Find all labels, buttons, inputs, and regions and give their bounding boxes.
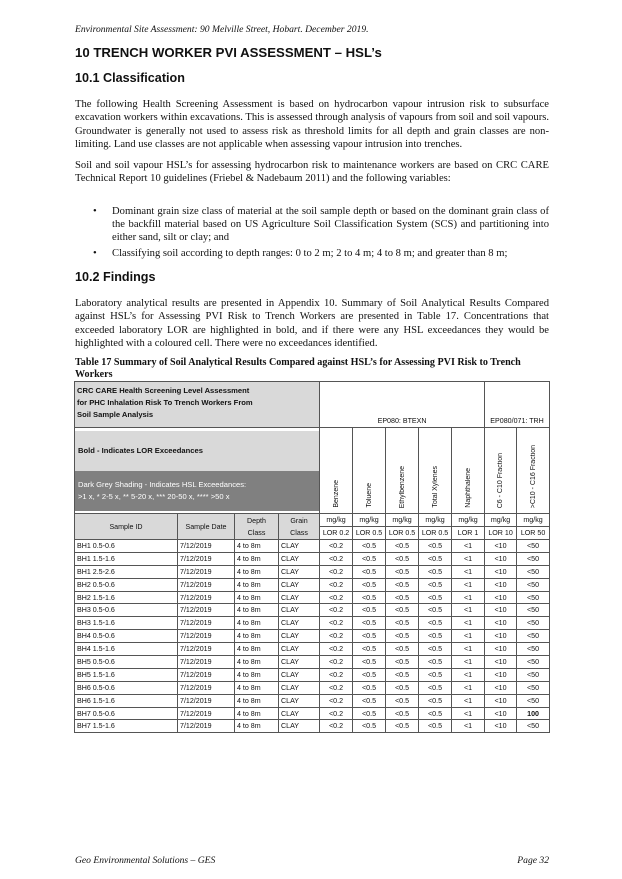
result-cell: <10 (485, 604, 517, 617)
depth-class-cell: 4 to 8m (235, 540, 279, 553)
lor-cell: LOR 10 (485, 527, 517, 540)
lor-cell: LOR 0.5 (386, 527, 419, 540)
result-cell: <50 (517, 656, 550, 669)
result-cell: <50 (517, 668, 550, 681)
analyte-label: >C10 - C16 Fraction (529, 444, 537, 508)
result-cell: <0.2 (320, 694, 353, 707)
result-cell: <1 (452, 681, 485, 694)
result-cell: <0.5 (386, 694, 419, 707)
result-cell: <0.5 (353, 565, 386, 578)
sample-id-cell: BH4 1.5-1.6 (75, 643, 178, 656)
sample-id-cell: BH7 1.5-1.6 (75, 720, 178, 733)
result-cell: <50 (517, 578, 550, 591)
bullet-text: Dominant grain size class of material at the soil sample depth or based on the dominant grain class of the backfill material based on US Agriculture Soil Classification System (SCS) and partitioning into either sand, silt or clay; and (112, 206, 549, 244)
result-cell: <0.5 (419, 707, 452, 720)
hsl-results-table (74, 381, 550, 733)
grain-class-cell: CLAY (279, 668, 320, 681)
sample-date-cell: 7/12/2019 (178, 707, 235, 720)
result-cell: <10 (485, 681, 517, 694)
sample-id-header: Sample ID (75, 514, 178, 540)
section-title: 10 TRENCH WORKER PVI ASSESSMENT – HSL’s (75, 45, 382, 60)
result-cell: <50 (517, 617, 550, 630)
result-cell: <0.5 (419, 720, 452, 733)
findings-text (75, 297, 549, 358)
result-cell: <1 (452, 668, 485, 681)
sample-date-cell: 7/12/2019 (178, 720, 235, 733)
depth-class-header-line: Class (247, 528, 266, 537)
sample-date-cell: 7/12/2019 (178, 591, 235, 604)
result-cell: <0.5 (419, 643, 452, 656)
table-title-row (75, 382, 550, 428)
grain-class-header (279, 514, 320, 540)
result-cell: <0.5 (386, 591, 419, 604)
grain-class-cell: CLAY (279, 540, 320, 553)
depth-class-cell: 4 to 8m (235, 617, 279, 630)
unit-cell: mg/kg (353, 514, 386, 527)
grain-class-cell: CLAY (279, 681, 320, 694)
bullet-item (93, 247, 549, 260)
grain-class-cell: CLAY (279, 617, 320, 630)
table-row (75, 643, 550, 656)
result-cell: <0.5 (353, 720, 386, 733)
result-cell: <0.5 (419, 604, 452, 617)
result-cell: <1 (452, 540, 485, 553)
result-cell: <50 (517, 681, 550, 694)
table-row (75, 604, 550, 617)
result-cell: <0.5 (386, 707, 419, 720)
analyte-header (452, 428, 485, 514)
result-cell: <10 (485, 552, 517, 565)
analyte-header (386, 428, 419, 514)
result-cell: <0.2 (320, 643, 353, 656)
result-cell: <0.5 (419, 656, 452, 669)
sample-id-cell: BH3 1.5-1.6 (75, 617, 178, 630)
sample-date-cell: 7/12/2019 (178, 643, 235, 656)
result-cell: <0.5 (353, 617, 386, 630)
depth-class-cell: 4 to 8m (235, 643, 279, 656)
result-cell: <10 (485, 656, 517, 669)
result-cell: <1 (452, 591, 485, 604)
result-cell: <50 (517, 720, 550, 733)
result-cell: <1 (452, 578, 485, 591)
analyte-label: C6 - C10 Fraction (497, 452, 505, 508)
result-cell: <0.2 (320, 707, 353, 720)
sample-date-cell: 7/12/2019 (178, 578, 235, 591)
result-cell: <50 (517, 643, 550, 656)
result-cell: <0.5 (419, 540, 452, 553)
result-cell: <50 (517, 540, 550, 553)
analyte-label: Total Xylenes (431, 466, 439, 508)
table-row (75, 540, 550, 553)
units-row (75, 514, 550, 527)
analyte-header (320, 428, 353, 514)
grain-class-header-line: Class (290, 528, 308, 537)
result-cell: <1 (452, 694, 485, 707)
result-cell: <0.5 (386, 656, 419, 669)
sample-id-cell: BH4 0.5-0.6 (75, 630, 178, 643)
footer-page-number: Page 32 (517, 855, 549, 866)
analyte-header (353, 428, 386, 514)
depth-class-cell: 4 to 8m (235, 720, 279, 733)
result-cell: <0.2 (320, 565, 353, 578)
result-cell: <1 (452, 720, 485, 733)
result-cell: <0.5 (386, 604, 419, 617)
lor-cell: LOR 0.2 (320, 527, 353, 540)
result-cell: <0.5 (353, 681, 386, 694)
result-cell: <0.5 (353, 668, 386, 681)
grain-class-cell: CLAY (279, 565, 320, 578)
depth-class-cell: 4 to 8m (235, 552, 279, 565)
result-cell: <0.5 (353, 643, 386, 656)
legend-cell (75, 428, 320, 514)
unit-cell: mg/kg (320, 514, 353, 527)
result-cell: <0.2 (320, 604, 353, 617)
variables-bullet-list (93, 205, 549, 262)
sample-id-cell: BH1 2.5-2.6 (75, 565, 178, 578)
result-cell: <1 (452, 630, 485, 643)
result-cell: <10 (485, 630, 517, 643)
sample-id-cell: BH1 0.5-0.6 (75, 540, 178, 553)
subsection-findings-title: 10.2 Findings (75, 270, 156, 284)
result-cell: <50 (517, 604, 550, 617)
result-cell: <0.5 (386, 668, 419, 681)
result-cell: <1 (452, 656, 485, 669)
table-row (75, 668, 550, 681)
lor-cell: LOR 0.5 (419, 527, 452, 540)
result-cell: 100 (517, 707, 550, 720)
result-cell: <50 (517, 591, 550, 604)
result-cell: <50 (517, 694, 550, 707)
result-cell: <1 (452, 707, 485, 720)
shading-note (75, 471, 319, 511)
bullet-text: Classifying soil according to depth ranges: 0 to 2 m; 2 to 4 m; 4 to 8 m; and greater than 8 m; (112, 247, 508, 259)
result-cell: <0.2 (320, 591, 353, 604)
table-row (75, 720, 550, 733)
result-cell: <0.2 (320, 720, 353, 733)
grain-class-cell: CLAY (279, 604, 320, 617)
grain-class-cell: CLAY (279, 643, 320, 656)
result-cell: <0.2 (320, 540, 353, 553)
result-cell: <0.5 (386, 720, 419, 733)
result-cell: <0.5 (353, 540, 386, 553)
bold-note: Bold - Indicates LOR Exceedances (75, 431, 319, 471)
depth-class-header-line: Depth (247, 516, 266, 525)
result-cell: <0.5 (386, 565, 419, 578)
result-cell: <0.2 (320, 617, 353, 630)
result-cell: <0.5 (419, 617, 452, 630)
result-cell: <10 (485, 565, 517, 578)
shading-note-line: >1 x, * 2-5 x, ** 5-20 x, *** 20-50 x, **** >50 x (78, 491, 230, 501)
lor-cell: LOR 1 (452, 527, 485, 540)
result-cell: <0.2 (320, 668, 353, 681)
result-cell: <0.5 (386, 578, 419, 591)
table-row (75, 681, 550, 694)
result-cell: <0.5 (386, 552, 419, 565)
table-row (75, 656, 550, 669)
shading-note-line: Dark Grey Shading - Indicates HSL Exceedances: (78, 479, 247, 489)
sample-date-cell: 7/12/2019 (178, 540, 235, 553)
depth-class-cell: 4 to 8m (235, 565, 279, 578)
result-cell: <10 (485, 707, 517, 720)
result-cell: <1 (452, 552, 485, 565)
sample-id-cell: BH5 1.5-1.6 (75, 668, 178, 681)
depth-class-cell: 4 to 8m (235, 604, 279, 617)
classification-paragraph-1: The following Health Screening Assessment is based on hydrocarbon vapour intrusion risk to subsurface excavation workers within excavations. This is assessed through analysis of vapours from soil and soil vapours. Groundwater is generally not used to assess risk as threshold limits for all depth and grain classes are non-limiting. Land use classes are not applicable when assessing vapour intrusion into trenches. (75, 99, 549, 151)
result-cell: <10 (485, 668, 517, 681)
result-cell: <0.2 (320, 656, 353, 669)
result-cell: <0.2 (320, 681, 353, 694)
sample-id-cell: BH5 0.5-0.6 (75, 656, 178, 669)
findings-paragraph: Laboratory analytical results are presented in Appendix 10. Summary of Soil Analytical Results Compared against HSL’s for Assessing PVI Risk to Trench Workers are presented in Table 17. Concentrations that exceeded laboratory LOR are highlighted in bold, and if there were any HSL exceedances they would be highlighted with a coloured cell. There were no exceedances identified. (75, 298, 549, 350)
unit-cell: mg/kg (517, 514, 550, 527)
analyte-header (419, 428, 452, 514)
result-cell: <0.5 (386, 681, 419, 694)
table-row (75, 578, 550, 591)
table-row (75, 694, 550, 707)
result-cell: <10 (485, 694, 517, 707)
result-cell: <0.5 (419, 630, 452, 643)
lor-cell: LOR 0.5 (353, 527, 386, 540)
table-row (75, 591, 550, 604)
grain-class-cell: CLAY (279, 707, 320, 720)
bullet-dot-icon: • (93, 247, 97, 259)
sample-id-cell: BH1 1.5-1.6 (75, 552, 178, 565)
bullet-item (93, 205, 549, 245)
depth-class-cell: 4 to 8m (235, 630, 279, 643)
table-caption: Table 17 Summary of Soil Analytical Results Compared against HSL’s for Assessing PVI Risk to Trench Workers (75, 357, 521, 380)
sample-id-cell: BH6 1.5-1.6 (75, 694, 178, 707)
unit-cell: mg/kg (452, 514, 485, 527)
result-cell: <10 (485, 540, 517, 553)
depth-class-cell: 4 to 8m (235, 656, 279, 669)
result-cell: <1 (452, 565, 485, 578)
analyte-label: Naphthalene (464, 468, 472, 508)
result-cell: <0.5 (353, 707, 386, 720)
grain-class-header-line: Grain (290, 516, 308, 525)
grain-class-cell: CLAY (279, 630, 320, 643)
result-cell: <10 (485, 720, 517, 733)
result-cell: <50 (517, 565, 550, 578)
result-cell: <0.5 (419, 591, 452, 604)
sample-date-cell: 7/12/2019 (178, 617, 235, 630)
result-cell: <0.2 (320, 552, 353, 565)
result-cell: <1 (452, 604, 485, 617)
classification-text (75, 98, 549, 192)
sample-id-cell: BH6 0.5-0.6 (75, 681, 178, 694)
result-cell: <0.5 (353, 552, 386, 565)
analyte-label: Benzene (332, 480, 340, 508)
table-title-line: CRC CARE Health Screening Level Assessment (77, 386, 250, 395)
sample-date-cell: 7/12/2019 (178, 656, 235, 669)
result-cell: <10 (485, 578, 517, 591)
result-cell: <0.5 (353, 604, 386, 617)
analyte-label: Ethylbenzene (398, 465, 406, 508)
table-row (75, 707, 550, 720)
depth-class-header (235, 514, 279, 540)
result-cell: <0.5 (419, 681, 452, 694)
result-cell: <0.2 (320, 630, 353, 643)
sample-date-cell: 7/12/2019 (178, 681, 235, 694)
result-cell: <10 (485, 643, 517, 656)
result-cell: <0.5 (353, 694, 386, 707)
result-cell: <10 (485, 617, 517, 630)
result-cell: <1 (452, 617, 485, 630)
sample-id-cell: BH2 0.5-0.6 (75, 578, 178, 591)
sample-date-cell: 7/12/2019 (178, 630, 235, 643)
result-cell: <0.5 (353, 656, 386, 669)
result-cell: <1 (452, 643, 485, 656)
table-title (75, 382, 320, 428)
classification-paragraph-2: Soil and soil vapour HSL’s for assessing hydrocarbon risk to maintenance workers are based on CRC CARE Technical Report 10 guidelines (Friebel & Nadebaum 2011) and the following variables: (75, 159, 549, 185)
result-cell: <50 (517, 630, 550, 643)
result-cell: <0.5 (419, 552, 452, 565)
sample-id-cell: BH3 0.5-0.6 (75, 604, 178, 617)
sample-date-cell: 7/12/2019 (178, 604, 235, 617)
footer-company: Geo Environmental Solutions – GES (75, 855, 216, 866)
result-cell: <0.5 (419, 694, 452, 707)
result-cell: <0.5 (353, 630, 386, 643)
btexn-group-header: EP080: BTEXN (320, 382, 485, 428)
bullet-dot-icon: • (93, 206, 97, 217)
table-row (75, 630, 550, 643)
grain-class-cell: CLAY (279, 656, 320, 669)
grain-class-cell: CLAY (279, 694, 320, 707)
unit-cell: mg/kg (485, 514, 517, 527)
result-cell: <0.5 (353, 578, 386, 591)
depth-class-cell: 4 to 8m (235, 681, 279, 694)
table-title-line: Soil Sample Analysis (77, 410, 154, 419)
grain-class-cell: CLAY (279, 591, 320, 604)
sample-id-cell: BH2 1.5-1.6 (75, 591, 178, 604)
analyte-label: Toluene (365, 483, 373, 508)
depth-class-cell: 4 to 8m (235, 694, 279, 707)
sample-date-cell: 7/12/2019 (178, 552, 235, 565)
grain-class-cell: CLAY (279, 578, 320, 591)
analyte-header-row (75, 428, 550, 514)
result-cell: <0.5 (353, 591, 386, 604)
page-header: Environmental Site Assessment: 90 Melville Street, Hobart. December 2019. (75, 24, 369, 35)
result-cell: <0.5 (386, 643, 419, 656)
table-row (75, 552, 550, 565)
result-cell: <10 (485, 591, 517, 604)
sample-id-cell: BH7 0.5-0.6 (75, 707, 178, 720)
table-title-line: for PHC Inhalation Risk To Trench Workers From (77, 398, 253, 407)
sample-date-cell: 7/12/2019 (178, 668, 235, 681)
trh-group-header: EP080/071: TRH (485, 382, 550, 428)
unit-cell: mg/kg (419, 514, 452, 527)
result-cell: <0.5 (386, 617, 419, 630)
result-cell: <0.5 (386, 630, 419, 643)
sample-date-cell: 7/12/2019 (178, 694, 235, 707)
subsection-classification-title: 10.1 Classification (75, 71, 185, 85)
unit-cell: mg/kg (386, 514, 419, 527)
result-cell: <0.5 (419, 668, 452, 681)
lor-cell: LOR 50 (517, 527, 550, 540)
grain-class-cell: CLAY (279, 552, 320, 565)
depth-class-cell: 4 to 8m (235, 591, 279, 604)
result-cell: <0.5 (419, 578, 452, 591)
depth-class-cell: 4 to 8m (235, 578, 279, 591)
table-row (75, 617, 550, 630)
analyte-header (485, 428, 517, 514)
grain-class-cell: CLAY (279, 720, 320, 733)
result-cell: <50 (517, 552, 550, 565)
result-cell: <0.5 (386, 540, 419, 553)
sample-date-header: Sample Date (178, 514, 235, 540)
result-cell: <0.2 (320, 578, 353, 591)
sample-date-cell: 7/12/2019 (178, 565, 235, 578)
analyte-header (517, 428, 550, 514)
result-cell: <0.5 (419, 565, 452, 578)
depth-class-cell: 4 to 8m (235, 707, 279, 720)
depth-class-cell: 4 to 8m (235, 668, 279, 681)
table-row (75, 565, 550, 578)
